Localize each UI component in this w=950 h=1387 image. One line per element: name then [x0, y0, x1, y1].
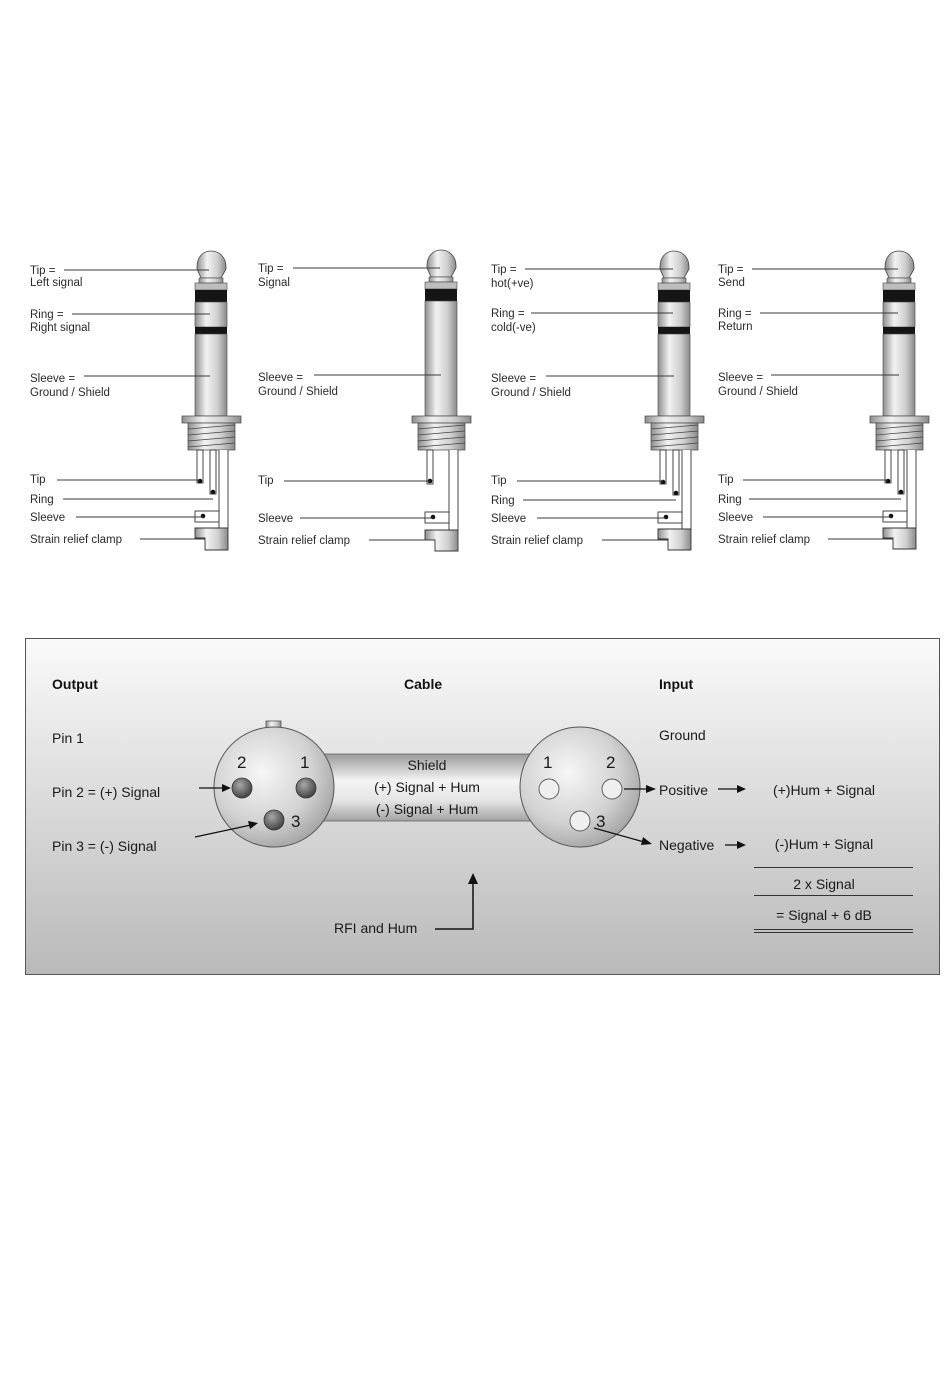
jack-1-sleeve-desc: Ground / Shield	[30, 387, 110, 399]
input-negative-label: Negative	[659, 837, 715, 853]
result-positive: (+)Hum + Signal	[773, 782, 875, 798]
jack-4-bottom-sleeve: Sleeve	[718, 512, 754, 524]
jack-4-ring-label: Ring =	[718, 308, 752, 320]
jack-1-bottom-ring: Ring	[30, 494, 54, 506]
jack-1-ring-label: Ring =	[30, 309, 64, 321]
output-pin-2	[232, 778, 252, 798]
xlr-panel	[26, 639, 940, 975]
jack-2-sleeve-desc: Ground / Shield	[258, 386, 338, 398]
jack-4-plug	[870, 251, 929, 549]
cable-negative-label: (-) Signal + Hum	[375, 801, 479, 817]
jack-3-bottom-ring: Ring	[491, 495, 515, 507]
jack-4-diagram	[718, 251, 929, 549]
jack-4-bottom-tip: Tip	[718, 474, 734, 486]
jack-1-bottom-clamp: Strain relief clamp	[30, 534, 123, 546]
input-ground-label: Ground	[659, 727, 706, 743]
jack-3-ring-label: Ring =	[491, 308, 525, 320]
rfi-hum-label: RFI and Hum	[334, 920, 418, 936]
input-pin-3	[570, 811, 590, 831]
result-negative: (-)Hum + Signal	[774, 836, 874, 852]
input-pin-2	[602, 779, 622, 799]
input-pin-1-number: 1	[543, 753, 553, 772]
input-header: Input	[659, 676, 694, 692]
jack-3-ring-desc: cold(-ve)	[491, 322, 536, 334]
jack-1-bottom-sleeve: Sleeve	[30, 512, 66, 524]
jack-4-bottom-ring: Ring	[718, 494, 742, 506]
jack-1-tip-label: Tip =	[30, 265, 56, 277]
jack-1-sleeve-label: Sleeve =	[30, 373, 76, 385]
jack-3-plug	[645, 251, 704, 550]
input-pin-3-number: 3	[596, 812, 606, 831]
output-pin2-label: Pin 2 = (+) Signal	[52, 784, 161, 800]
jack-diagrams	[30, 250, 929, 551]
jack-1-ring-desc: Right signal	[30, 322, 91, 334]
output-pin1-label: Pin 1	[52, 730, 84, 746]
jack-2-diagram	[258, 250, 471, 551]
input-pin-1	[539, 779, 559, 799]
jack-4-tip-desc: Send	[718, 277, 745, 289]
jack-3-bottom-clamp: Strain relief clamp	[491, 535, 584, 547]
cable-positive-label: (+) Signal + Hum	[374, 779, 480, 795]
jack-1-tip-desc: Left signal	[30, 277, 83, 289]
jack-2-plug	[412, 250, 471, 551]
jack-2-bottom-tip: Tip	[258, 475, 274, 487]
result-sum: 2 x Signal	[793, 876, 855, 892]
jack-4-sleeve-desc: Ground / Shield	[718, 386, 798, 398]
result-gain: = Signal + 6 dB	[776, 907, 872, 923]
cable-header: Cable	[404, 676, 443, 692]
output-pin-2-number: 2	[237, 753, 247, 772]
jack-1-bottom-tip: Tip	[30, 474, 46, 486]
cable-shield-label: Shield	[407, 757, 447, 773]
jack-3-sleeve-label: Sleeve =	[491, 373, 537, 385]
jack-2-tip-desc: Signal	[258, 277, 290, 289]
jack-2-bottom-clamp: Strain relief clamp	[258, 535, 351, 547]
output-pin-1	[296, 778, 316, 798]
jack-3-bottom-tip: Tip	[491, 475, 507, 487]
jack-1-plug	[182, 251, 241, 550]
jack-2-bottom-sleeve: Sleeve	[258, 513, 294, 525]
jack-3-tip-label: Tip =	[491, 264, 517, 276]
jack-4-bottom-clamp: Strain relief clamp	[718, 534, 811, 546]
input-positive-label: Positive	[659, 782, 709, 798]
jack-4-ring-desc: Return	[718, 321, 753, 333]
jack-1-diagram	[30, 251, 241, 550]
output-pin3-label: Pin 3 = (-) Signal	[52, 838, 157, 854]
jack-2-tip-label: Tip =	[258, 263, 284, 275]
output-pin-3	[264, 810, 284, 830]
output-header: Output	[52, 676, 98, 692]
jack-3-bottom-sleeve: Sleeve	[491, 513, 527, 525]
jack-3-diagram	[491, 251, 704, 550]
jack-3-tip-desc: hot(+ve)	[491, 278, 534, 290]
jack-3-sleeve-desc: Ground / Shield	[491, 387, 571, 399]
jack-4-tip-label: Tip =	[718, 264, 744, 276]
input-pin-2-number: 2	[606, 753, 616, 772]
xlr-input-connector	[520, 727, 640, 847]
jack-4-sleeve-label: Sleeve =	[718, 372, 764, 384]
output-pin-3-number: 3	[291, 812, 301, 831]
output-pin-1-number: 1	[300, 753, 310, 772]
jack-2-sleeve-label: Sleeve =	[258, 372, 304, 384]
